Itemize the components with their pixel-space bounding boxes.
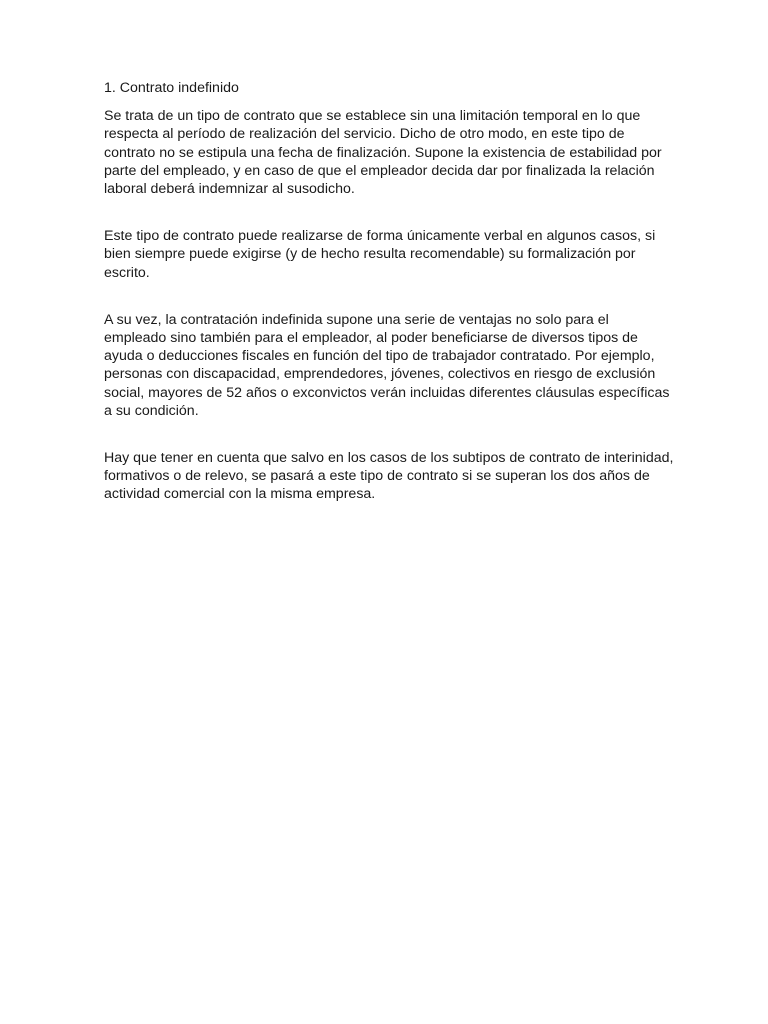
document-body: [104, 79, 674, 504]
section-heading: 1. Contrato indefinido: [104, 80, 239, 96]
paragraph-conversion: Hay que tener en cuenta que salvo en los casos de los subtipos de contrato de interinidad, formativos o de relevo, se pasará a este tipo de contrato si se superan los dos años de actividad comercial con la misma empresa.: [104, 450, 674, 503]
paragraph-spacer: [104, 198, 674, 227]
paragraph-verbal-form: Este tipo de contrato puede realizarse de forma únicamente verbal en algunos casos, si bien siempre puede exigirse (y de hecho resulta recomendable) su formalización por escrito.: [104, 228, 656, 281]
paragraph-definition: Se trata de un tipo de contrato que se establece sin una limitación temporal en lo que respecta al período de realización del servicio. Dicho de otro modo, en este tipo de contrato no se estipula una fecha de finalización. Supone la existencia de estabilidad por parte del empleado, y en caso de que el empleador decida dar por finalizada la relación laboral deberá indemnizar al susodicho.: [104, 108, 662, 198]
paragraph-spacer: [104, 420, 674, 449]
paragraph-spacer: [104, 282, 674, 311]
paragraph-advantages: A su vez, la contratación indefinida supone una serie de ventajas no solo para el empleado sino también para el empleador, al poder beneficiarse de diversos tipos de ayuda o deducciones fiscales en función del tipo de trabajador contratado. Por ejemplo, personas con discapacidad, emprendedores, jóvenes, colectivos en riesgo de exclusión social, mayores de 52 años o exconvictos verán incluidas diferentes cláusulas específicas a su condición.: [104, 311, 670, 419]
